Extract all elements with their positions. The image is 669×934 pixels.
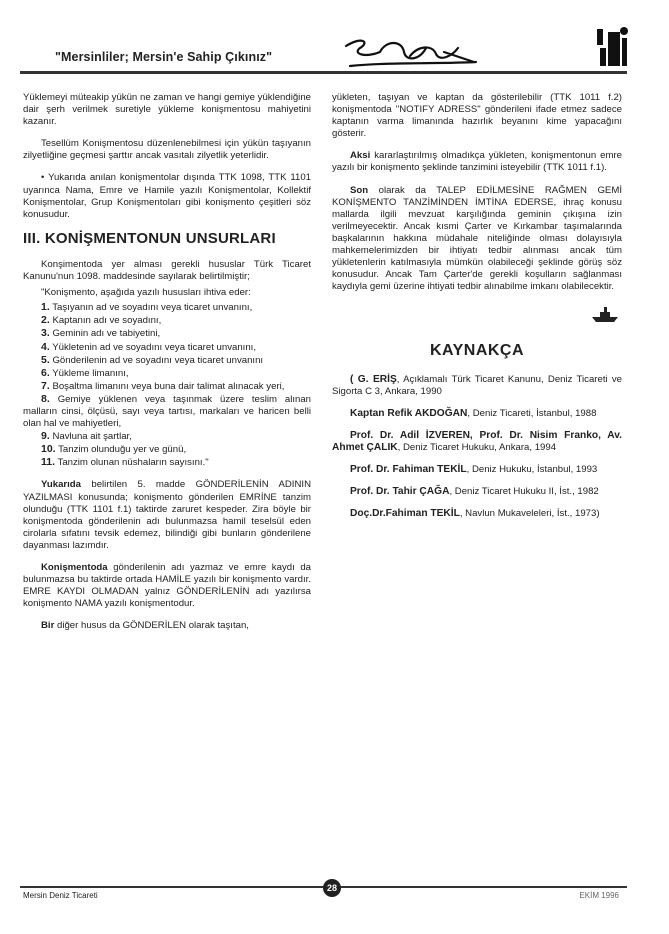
right-column <box>332 92 622 530</box>
page-number: 28 <box>323 879 341 897</box>
logo-icon <box>594 24 634 70</box>
reference-item <box>332 464 622 476</box>
item-number: 1. <box>41 301 50 314</box>
paragraph-text: diğer husus da GÖNDERİLEN olarak taşıtan, <box>54 620 249 632</box>
item-text: Geminin adı ve tabiyetini, <box>52 328 161 340</box>
paragraph <box>23 620 311 632</box>
ship-icon <box>590 305 620 323</box>
requirements-list <box>23 301 311 469</box>
reference-details: , Açıklamalı Türk Ticaret Kanunu, Deniz Ticareti ve Sigorta C 3, Ankara, 1990 <box>332 373 622 397</box>
lead-word: Yukarıda <box>41 479 81 491</box>
list-item <box>23 314 311 327</box>
paragraph: yükleten, taşıyan ve kaptan da gösterilebilir (TTK 1011 f.2) konişmentoda "NOTIFY ADRESS" gönderileni ifade etmez sadece kaptanın varma limanında hazırlık beyanını kime yapacağını gösterir. <box>332 92 622 140</box>
footer-publication: Mersin Deniz Ticareti <box>23 891 98 900</box>
list-item <box>23 380 311 393</box>
left-column <box>23 92 311 642</box>
item-text: Yükleme limanını, <box>52 367 129 379</box>
paragraph <box>332 185 622 294</box>
item-number: 11. <box>41 456 56 469</box>
reference-author: ( G. ERİŞ <box>350 373 397 385</box>
reference-details: , Deniz Ticaret Hukuku, Ankara, 1994 <box>397 441 557 453</box>
list-item <box>23 443 311 456</box>
paragraph: Konşimentoda yer alması gerekli hususlar Türk Ticaret Kanunu'nun 1098. maddesinde sayılarak belirtilmiştir; <box>23 258 311 283</box>
references-list <box>332 374 622 521</box>
paragraph <box>23 479 311 552</box>
paragraph <box>23 562 311 610</box>
item-text: Navluna ait şartlar, <box>52 431 132 443</box>
reference-author: Prof. Dr. Adil İZVEREN, Prof. Dr. Nisim Franko, Av. Ahmet ÇALIK <box>332 429 622 453</box>
reference-details: , Deniz Ticaret Hukuku II, İst., 1982 <box>449 486 599 498</box>
lead-word: Konişmentoda <box>41 562 108 573</box>
list-item <box>23 341 311 354</box>
lead-word: Aksi <box>350 150 371 162</box>
header-title: "Mersinliler; Mersin'e Sahip Çıkınız" <box>55 50 273 64</box>
item-text: Yükletenin ad ve soyadını veya ticaret unvanını, <box>52 341 256 353</box>
reference-author: Prof. Dr. Tahir ÇAĞA <box>350 486 450 498</box>
list-item <box>23 393 311 430</box>
list-item <box>23 301 311 314</box>
paragraph: "Konişmento, aşağıda yazılı hususları ihtiva eder: <box>41 287 251 299</box>
item-text: Taşıyanın ad ve soyadını veya ticaret unvanını, <box>52 302 253 314</box>
item-text: Tanzim olunduğu yer ve günü, <box>58 444 187 456</box>
item-number: 7. <box>41 379 50 392</box>
item-number: 3. <box>41 327 50 340</box>
item-number: 6. <box>41 366 50 379</box>
list-item <box>23 430 311 443</box>
list-item <box>23 456 311 469</box>
list-item <box>23 354 311 367</box>
item-text: Gemiye yüklenen veya taşınmak üzere teslim alınan malların cinsi, ölçüsü, sayı veya tartısı, markaları ve haricen belli olan hal ve mahiyetleri, <box>23 393 312 430</box>
item-text: Kaptanın adı ve soyadını, <box>52 315 162 327</box>
header-rule <box>20 71 627 74</box>
reference-author: Kaptan Refik AKDOĞAN <box>350 407 468 419</box>
reference-author: Doç.Dr.Fahiman TEKİL <box>350 508 460 520</box>
lead-word: Son <box>350 184 369 196</box>
footer-date: EKİM 1996 <box>579 891 619 900</box>
references-title: KAYNAKÇA <box>429 342 525 360</box>
reference-item <box>332 408 622 420</box>
ataturk-signature <box>340 32 480 72</box>
reference-item <box>332 508 622 520</box>
item-text: Boşaltma limanını veya buna dair talimat alınacak yeri, <box>52 380 285 392</box>
paragraph: • Yukarıda anılan konişmentolar dışında TTK 1098, TTK 1101 uyarınca Nama, Emre ve Hamile yazılı Konişmentolar, Kollektif Konişmentolar, Grup Konişmentoları gibi konişmento çeşitleri söz konusudur. <box>23 172 311 220</box>
reference-details: , Deniz Hukuku, İstanbul, 1993 <box>466 463 598 475</box>
paragraph-text: kararlaştırılmış olmadıkça yükleten, konişmentonun emre yazılı bir konişmento şeklinde tanzimini isteyebilir (TTK 1011 f.1). <box>332 150 622 174</box>
item-number: 8. <box>41 392 50 405</box>
reference-author: Prof. Dr. Fahiman TEKİL <box>350 463 467 475</box>
item-number: 4. <box>41 340 50 353</box>
item-number: 10. <box>41 443 56 456</box>
reference-item <box>332 486 622 498</box>
paragraph-text: belirtilen 5. madde GÖNDERİLENİN ADININ YAZILMASI konusunda; konişmento gönderilen EMRİNE tanzim olunduğu (TTK 1101 f.1) taktirde zaruret kespeder. Zira böyle bir konişmentoda gönderilenin adı bulunmazsa hamil teselsül eden cirolarla sıfatını tevsik edemez, bilindiği gibi bunların gönderilene dayanması lazımdır. <box>23 479 311 551</box>
reference-details: , Deniz Ticareti, İstanbul, 1988 <box>467 407 597 419</box>
reference-item <box>332 374 622 398</box>
item-number: 5. <box>41 353 50 366</box>
paragraph-text: olarak da TALEP EDİLMESİNE RAĞMEN GEMİ KONİŞMENTO TANZİMİNDEN İMTİNA EDERSE, ihraç konusu mallarda ilgili mevzuat karşılığında geminin çıkışına izin verilmeyecektir. Ancak kısmi Çarter ve Kırkambar taşımalarında başkalarının hakkına müdahale niteliğinde olması dolayısıyla mahkemelerimizden bir ihtiyatı tedbir alınması ancak tüm yükletenlerin katılmasıyla mümkün olabileceği şeklinde görüş söz konusudur. Ancak Tam Çarter'de gerekli koşulların sağlanması kaydıyla gemi üzerine ihtiyati tedbir alınabilme imkanı olabilecektir. <box>332 184 622 293</box>
paragraph-text: gönderilenin adı yazmaz ve emre kaydı da bulunmazsa bu taktirde ortada HAMİLE yazılı bir konişmento vardır. EMRE KAYDI OLMADAN yalnız GÖNDERİLENİN adı yazılırsa konişmento NAMA yazılı konişmentodur. <box>23 562 311 610</box>
lead-word: Bir <box>41 620 55 632</box>
section-title: III. KONİŞMENTONUN UNSURLARI <box>23 229 276 247</box>
paragraph <box>332 150 622 174</box>
list-item <box>23 367 311 380</box>
item-text: Gönderilenin ad ve soyadını veya ticaret unvanını <box>52 354 264 366</box>
list-item <box>23 327 311 340</box>
reference-item <box>332 430 622 454</box>
item-number: 2. <box>41 314 50 327</box>
item-text: Tanzim olunan nüshaların sayısını." <box>57 457 209 469</box>
item-number: 9. <box>41 430 50 443</box>
reference-details: , Navlun Mukaveleleri, İst., 1973) <box>459 508 600 520</box>
paragraph: Tesellüm Konişmentosu düzenlenebilmesi için yükün taşıyanın zilyetliğine geçmesi şarttır ancak vasıtalı zilyetlik yeterlidir. <box>23 138 311 162</box>
paragraph: Yüklemeyi müteakip yükün ne zaman ve hangi gemiye yüklendiğine dair şerh verilmek suretiyle yükleme konişmentosu mahiyetini kazanır. <box>23 92 311 128</box>
